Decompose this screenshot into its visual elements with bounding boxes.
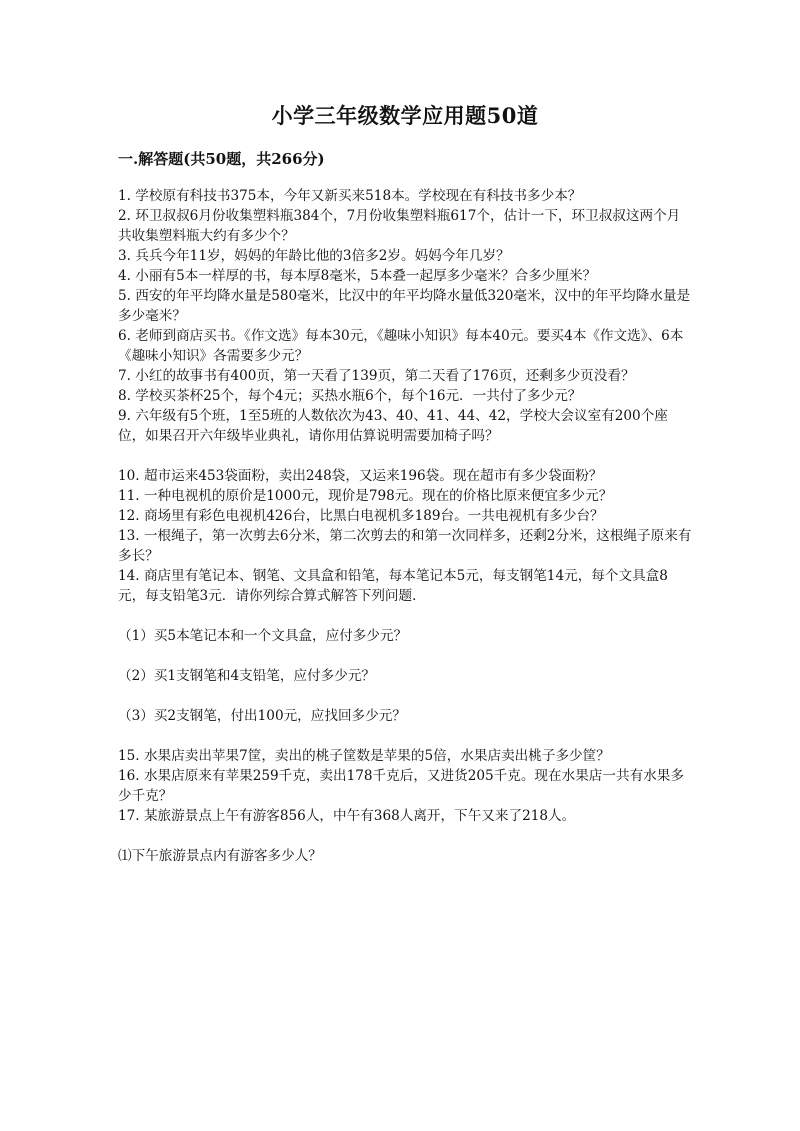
question-item: 2. 环卫叔叔6月份收集塑料瓶384个，7月份收集塑料瓶617个，估计一下，环卫叔叔这两个月共收集塑料瓶大约有多少个？ (118, 208, 681, 244)
question-item: 14. 商店里有笔记本、钢笔、文具盒和铅笔，每本笔记本5元，每支钢笔14元，每个文具盒8元，每支铅笔3元．请你列综合算式解答下列问题． (118, 568, 668, 604)
question-item: 17. 某旅游景点上午有游客856人，中午有368人离开，下午又来了218人。 (118, 808, 576, 824)
question-item: 13. 一根绳子，第一次剪去6分米，第二次剪去的和第一次同样多，还剩2分米，这根绳子原来有多长？ (118, 528, 692, 564)
question-item: 12. 商场里有彩色电视机426台，比黑白电视机多189台。一共电视机有多少台？ (118, 508, 604, 524)
question-item: 5. 西安的年平均降水量是580毫米，比汉中的年平均降水量低320毫米，汉中的年平均降水量是多少毫米？ (118, 288, 691, 324)
spacer (118, 726, 692, 746)
question-item: 7. 小红的故事书有400页，第一天看了139页，第二天看了176页，还剩多少页没看？ (118, 368, 635, 384)
question-item: 1. 学校原有科技书375本，今年又新买来518本。学校现在有科技书多少本？ (118, 188, 582, 204)
sub-question-item: （3）买2支钢笔，付出100元，应找回多少元？ (118, 708, 406, 724)
question-item: 9. 六年级有5个班，1至5班的人数依次为43、40、41、44、42，学校大会议室有200个座位，如果召开六年级毕业典礼，请你用估算说明需要加椅子吗？ (118, 408, 668, 444)
question-item: 8. 学校买茶杯25个，每个4元；买热水瓶6个，每个16元．一共付了多少元？ (118, 388, 582, 404)
question-item: 3. 兵兵今年11岁，妈妈的年龄比他的3倍多2岁。妈妈今年几岁？ (118, 248, 510, 264)
question-item: 10. 超市运来453袋面粉，卖出248袋，又运来196袋。现在超市有多少袋面粉？ (118, 468, 603, 484)
sub-question-item: （2）买1支钢笔和4支铅笔，应付多少元？ (118, 668, 376, 684)
spacer (118, 446, 692, 466)
question-list (118, 186, 692, 866)
question-item: 6. 老师到商店买书。《作文选》每本30元，《趣味小知识》每本40元。要买4本《作文选》、6本《趣味小知识》各需要多少元？ (118, 328, 684, 364)
question-item: 15. 水果店卖出苹果7筐，卖出的桃子筐数是苹果的5倍，水果店卖出桃子多少筐？ (118, 748, 610, 764)
sub-question-item: （1）买5本笔记本和一个文具盒，应付多少元？ (118, 628, 408, 644)
page-title: 小学三年级数学应用题50道 (271, 103, 539, 128)
question-item: 11. 一种电视机的原价是1000元，现价是798元。现在的价格比原来便宜多少元？ (118, 488, 613, 504)
question-item: 4. 小丽有5本一样厚的书，每本厚8毫米，5本叠一起厚多少毫米？合多少厘米？ (118, 268, 597, 284)
section-heading: 一.解答题(共50题，共266分) (118, 150, 325, 168)
sub-question-item: ⑴下午旅游景点内有游客多少人？ (118, 848, 322, 864)
question-item: 16. 水果店原来有苹果259千克，卖出178千克后，又进货205千克。现在水果店一共有水果多少千克？ (118, 768, 684, 804)
